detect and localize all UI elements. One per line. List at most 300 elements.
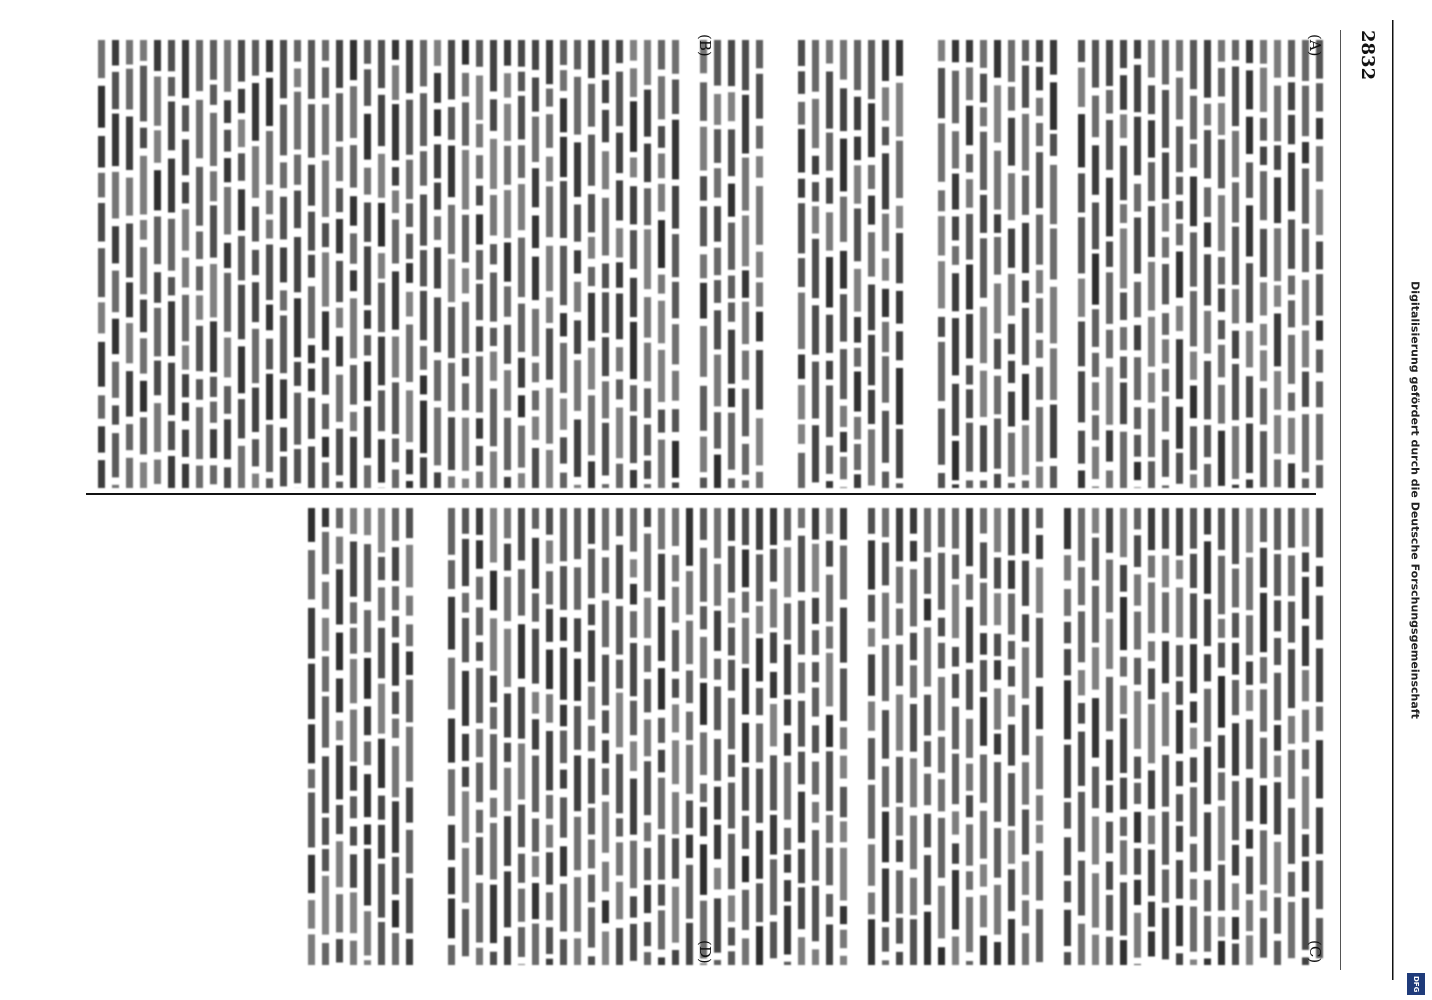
text-word-stroke: [728, 388, 735, 407]
text-word-stroke: [1008, 560, 1015, 589]
text-word-stroke: [1218, 865, 1225, 911]
text-word-stroke: [1260, 738, 1267, 779]
text-word-stroke: [770, 859, 777, 915]
text-word-stroke: [1232, 944, 1239, 965]
text-word-stroke: [490, 352, 497, 381]
text-word-stroke: [1204, 916, 1211, 952]
text-word-stroke: [1022, 374, 1029, 420]
text-word-stroke: [658, 350, 665, 402]
text-word-stroke: [294, 92, 301, 150]
text-word-stroke: [1036, 736, 1043, 789]
text-word-stroke: [798, 536, 805, 592]
text-word-stroke: [630, 278, 637, 317]
text-word-stroke: [1232, 883, 1239, 910]
text-word-stroke: [742, 723, 749, 763]
text-word-stroke: [1148, 508, 1155, 550]
text-word-stroke: [1134, 357, 1141, 400]
text-word-stroke: [700, 637, 707, 678]
text-word-stroke: [112, 319, 119, 354]
text-word-stroke: [1274, 371, 1281, 410]
text-word-stroke: [714, 564, 721, 606]
text-word-stroke: [490, 195, 497, 236]
text-word-stroke: [798, 601, 805, 655]
text-word-stroke: [896, 840, 903, 862]
text-word-stroke: [1120, 840, 1127, 875]
text-word-stroke: [910, 919, 917, 965]
text-word-stroke: [882, 645, 889, 701]
text-word-stroke: [532, 78, 539, 112]
text-word-stroke: [490, 328, 497, 346]
text-word-stroke: [1148, 262, 1155, 311]
text-word-stroke: [280, 248, 287, 283]
text-word-stroke: [504, 243, 511, 282]
text-word-stroke: [840, 821, 847, 842]
text-word-stroke: [546, 508, 553, 535]
text-word-stroke: [392, 271, 399, 329]
text-word-stroke: [1134, 325, 1141, 350]
text-word-stroke: [700, 386, 707, 431]
text-word-stroke: [1120, 817, 1127, 836]
text-word-stroke: [1274, 314, 1281, 367]
text-word-stroke: [1120, 657, 1127, 677]
text-word-stroke: [1120, 508, 1127, 557]
text-word-stroke: [504, 190, 511, 238]
text-word-stroke: [476, 446, 483, 466]
text-word-stroke: [602, 802, 609, 853]
text-word-stroke: [574, 567, 581, 609]
text-word-stroke: [826, 541, 833, 567]
text-word-stroke: [322, 508, 329, 527]
text-word-stroke: [1288, 902, 1295, 958]
text-word-stroke: [1162, 555, 1169, 587]
text-word-stroke: [1204, 254, 1211, 305]
text-word-stroke: [1036, 215, 1043, 265]
text-word-stroke: [532, 692, 539, 714]
text-word-stroke: [658, 607, 665, 661]
text-word-stroke: [350, 40, 357, 80]
text-word-stroke: [1134, 964, 1141, 965]
text-word-stroke: [798, 508, 805, 528]
text-word-stroke: [350, 628, 357, 654]
text-word-stroke: [420, 40, 427, 86]
column-rule: [86, 493, 1316, 495]
text-word-stroke: [1022, 508, 1029, 554]
text-word-stroke: [1092, 935, 1099, 965]
text-word-stroke: [294, 40, 301, 62]
text-word-stroke: [462, 539, 469, 586]
text-word-stroke: [952, 40, 959, 62]
text-word-stroke: [462, 150, 469, 210]
text-word-stroke: [1008, 666, 1015, 686]
text-word-stroke: [126, 40, 133, 65]
text-word-stroke: [1218, 289, 1225, 312]
text-word-stroke: [672, 508, 679, 546]
text-word-stroke: [560, 731, 567, 764]
text-word-stroke: [532, 216, 539, 249]
text-word-stroke: [910, 665, 917, 697]
text-word-stroke: [350, 827, 357, 846]
text-word-stroke: [1134, 574, 1141, 605]
text-word-stroke: [210, 171, 217, 201]
text-word-stroke: [182, 40, 189, 98]
text-word-stroke: [966, 106, 973, 146]
text-word-stroke: [728, 40, 735, 86]
text-word-stroke: [1064, 508, 1071, 549]
text-word-stroke: [630, 779, 637, 835]
text-word-stroke: [686, 712, 693, 741]
text-word-stroke: [1316, 118, 1323, 139]
text-word-stroke: [1274, 86, 1281, 142]
text-word-stroke: [1148, 162, 1155, 201]
text-word-stroke: [210, 264, 217, 317]
text-word-stroke: [714, 687, 721, 731]
text-word-stroke: [630, 186, 637, 224]
text-word-stroke: [308, 104, 315, 158]
text-word-stroke: [252, 250, 259, 275]
text-word-stroke: [1120, 432, 1127, 488]
text-word-stroke: [532, 363, 539, 383]
text-word-stroke: [1274, 40, 1281, 78]
text-word-stroke: [994, 85, 1001, 142]
text-word-stroke: [168, 421, 175, 450]
text-word-stroke: [392, 801, 399, 853]
text-word-stroke: [1092, 145, 1099, 195]
text-word-stroke: [308, 793, 315, 848]
text-word-stroke: [224, 187, 231, 235]
text-word-stroke: [1134, 508, 1141, 529]
text-word-stroke: [280, 105, 287, 156]
text-word-stroke: [1232, 781, 1239, 840]
text-word-stroke: [1148, 931, 1155, 956]
text-word-stroke: [938, 473, 945, 488]
text-word-stroke: [434, 216, 441, 240]
text-word-stroke: [1232, 131, 1239, 177]
text-word-stroke: [182, 105, 189, 131]
text-word-stroke: [448, 867, 455, 894]
text-word-stroke: [1190, 508, 1197, 549]
text-word-stroke: [196, 232, 203, 260]
text-word-stroke: [350, 298, 357, 358]
text-word-stroke: [1232, 508, 1239, 564]
text-word-stroke: [854, 417, 861, 440]
text-word-stroke: [322, 756, 329, 813]
text-word-stroke: [1288, 300, 1295, 327]
text-word-stroke: [1106, 677, 1113, 731]
text-word-stroke: [1316, 189, 1323, 235]
text-word-stroke: [672, 282, 679, 319]
text-word-stroke: [560, 884, 567, 932]
text-word-stroke: [1176, 453, 1183, 484]
text-word-stroke: [112, 485, 119, 488]
text-word-stroke: [644, 885, 651, 913]
text-word-stroke: [1288, 276, 1295, 295]
text-word-stroke: [392, 586, 399, 610]
text-word-stroke: [602, 508, 609, 550]
text-word-stroke: [1316, 566, 1323, 587]
text-word-stroke: [350, 892, 357, 933]
text-word-stroke: [350, 145, 357, 188]
margin-marker-b: [696, 34, 714, 57]
text-word-stroke: [714, 659, 721, 680]
text-word-stroke: [1022, 66, 1029, 108]
text-word-stroke: [1260, 548, 1267, 588]
text-word-stroke: [770, 922, 777, 959]
text-word-stroke: [1162, 812, 1169, 865]
text-word-stroke: [1190, 474, 1197, 488]
text-word-stroke: [574, 40, 581, 69]
text-word-stroke: [392, 104, 399, 160]
text-word-stroke: [1176, 681, 1183, 705]
text-word-stroke: [1316, 807, 1323, 854]
text-word-stroke: [476, 668, 483, 723]
text-word-stroke: [462, 734, 469, 761]
text-word-stroke: [840, 487, 847, 488]
text-word-stroke: [420, 195, 427, 246]
text-word-stroke: [476, 284, 483, 320]
text-word-stroke: [840, 406, 847, 427]
text-word-stroke: [630, 68, 637, 97]
text-word-stroke: [1022, 114, 1029, 171]
text-word-stroke: [1316, 381, 1323, 407]
text-word-stroke: [1078, 703, 1085, 724]
text-word-stroke: [896, 368, 903, 425]
text-word-stroke: [196, 40, 203, 91]
text-word-stroke: [490, 952, 497, 965]
text-word-stroke: [546, 927, 553, 954]
text-word-stroke: [882, 710, 889, 759]
text-word-stroke: [1092, 647, 1099, 689]
text-word-stroke: [798, 102, 805, 125]
text-word-stroke: [616, 133, 623, 173]
text-word-stroke: [630, 841, 637, 889]
text-word-stroke: [756, 186, 763, 245]
text-word-stroke: [448, 259, 455, 302]
text-word-stroke: [1246, 557, 1253, 610]
text-word-stroke: [154, 460, 161, 484]
text-word-stroke: [1078, 670, 1085, 695]
text-word-stroke: [826, 133, 833, 171]
text-word-stroke: [1036, 535, 1043, 559]
text-word-stroke: [1092, 203, 1099, 250]
text-word-stroke: [574, 77, 581, 135]
text-word-stroke: [1120, 204, 1127, 223]
text-word-stroke: [630, 643, 637, 696]
text-word-stroke: [1288, 556, 1295, 596]
text-word-stroke: [322, 849, 329, 871]
text-word-stroke: [308, 286, 315, 338]
text-word-stroke: [336, 93, 343, 141]
text-word-stroke: [364, 706, 371, 735]
text-word-stroke: [420, 151, 427, 186]
text-word-stroke: [378, 825, 385, 859]
text-word-stroke: [1162, 485, 1169, 488]
text-word-stroke: [924, 557, 931, 594]
text-word-stroke: [1274, 554, 1281, 596]
text-word-stroke: [490, 389, 497, 447]
text-word-stroke: [322, 532, 329, 574]
text-word-stroke: [672, 679, 679, 698]
text-word-stroke: [462, 671, 469, 726]
page-right-border: [1392, 20, 1394, 980]
text-word-stroke: [1106, 740, 1113, 781]
text-word-stroke: [238, 285, 245, 340]
text-word-stroke: [1316, 508, 1323, 558]
text-word-stroke: [462, 73, 469, 97]
text-word-stroke: [336, 679, 343, 713]
text-word-stroke: [826, 815, 833, 843]
text-word-stroke: [644, 188, 651, 225]
text-word-stroke: [882, 322, 889, 352]
text-word-stroke: [588, 604, 595, 625]
text-word-stroke: [1274, 782, 1281, 834]
text-word-stroke: [210, 40, 217, 80]
text-word-stroke: [1176, 407, 1183, 449]
text-word-stroke: [1134, 184, 1141, 212]
text-word-stroke: [896, 483, 903, 488]
text-word-stroke: [1120, 146, 1127, 201]
text-word-stroke: [616, 928, 623, 965]
text-word-stroke: [406, 788, 413, 823]
text-word-stroke: [826, 925, 833, 966]
text-word-stroke: [364, 362, 371, 401]
text-word-stroke: [518, 687, 525, 739]
text-word-stroke: [1106, 937, 1113, 965]
text-word-stroke: [966, 764, 973, 791]
text-word-stroke: [490, 885, 497, 943]
text-word-stroke: [1148, 641, 1155, 661]
text-word-stroke: [714, 898, 721, 952]
text-word-stroke: [322, 67, 329, 98]
text-word-stroke: [854, 372, 861, 412]
text-word-stroke: [490, 273, 497, 322]
text-word-stroke: [1232, 227, 1239, 285]
text-word-stroke: [546, 450, 553, 488]
text-word-stroke: [560, 98, 567, 132]
text-word-stroke: [336, 939, 343, 962]
text-word-stroke: [602, 337, 609, 376]
text-word-stroke: [532, 756, 539, 812]
text-word-stroke: [644, 229, 651, 289]
text-word-stroke: [966, 824, 973, 865]
text-word-stroke: [826, 653, 833, 707]
text-word-stroke: [378, 439, 385, 482]
text-word-stroke: [798, 701, 805, 747]
text-word-stroke: [658, 884, 665, 905]
text-word-stroke: [1120, 383, 1127, 425]
text-word-stroke: [1218, 643, 1225, 668]
text-word-stroke: [1232, 643, 1239, 675]
text-word-stroke: [742, 890, 749, 930]
text-word-stroke: [812, 886, 819, 942]
text-word-stroke: [1274, 600, 1281, 631]
text-word-stroke: [182, 430, 189, 457]
text-word-stroke: [910, 508, 917, 534]
text-word-stroke: [1246, 70, 1253, 109]
text-word-stroke: [686, 508, 693, 566]
text-word-stroke: [728, 546, 735, 592]
text-word-stroke: [1022, 647, 1029, 698]
text-word-stroke: [378, 154, 385, 198]
text-word-stroke: [378, 864, 385, 918]
text-word-stroke: [1302, 776, 1309, 829]
text-word-stroke: [840, 956, 847, 965]
text-word-stroke: [336, 721, 343, 741]
text-word-stroke: [490, 40, 497, 91]
text-word-stroke: [308, 345, 315, 363]
text-word-stroke: [1246, 778, 1253, 821]
text-word-stroke: [602, 862, 609, 892]
text-word-stroke: [1106, 785, 1113, 813]
text-word-stroke: [1204, 541, 1211, 594]
text-word-stroke: [1134, 218, 1141, 274]
text-word-stroke: [1274, 415, 1281, 454]
text-word-stroke: [476, 40, 483, 67]
text-word-stroke: [840, 930, 847, 949]
text-word-stroke: [672, 792, 679, 834]
text-word-stroke: [336, 219, 343, 253]
text-word-stroke: [406, 100, 413, 155]
text-word-stroke: [630, 385, 637, 411]
text-word-stroke: [210, 429, 217, 458]
text-word-stroke: [476, 948, 483, 965]
text-word-stroke: [896, 609, 903, 636]
text-word-stroke: [560, 508, 567, 561]
text-word-stroke: [588, 84, 595, 127]
text-word-stroke: [588, 840, 595, 869]
text-word-stroke: [854, 209, 861, 262]
text-word-stroke: [546, 328, 553, 379]
text-word-stroke: [756, 606, 763, 634]
text-word-stroke: [1120, 229, 1127, 289]
text-word-stroke: [406, 545, 413, 588]
text-word-stroke: [980, 697, 987, 746]
text-word-stroke: [280, 457, 287, 487]
text-word-stroke: [952, 131, 959, 168]
text-word-stroke: [658, 301, 665, 344]
text-word-stroke: [546, 892, 553, 920]
text-word-stroke: [518, 395, 525, 417]
text-word-stroke: [448, 719, 455, 763]
text-word-stroke: [392, 382, 399, 434]
text-word-stroke: [1176, 201, 1183, 219]
text-word-stroke: [434, 183, 441, 210]
text-word-stroke: [1246, 117, 1253, 154]
text-word-stroke: [336, 841, 343, 887]
text-word-stroke: [812, 425, 819, 482]
text-word-stroke: [644, 484, 651, 488]
text-word-stroke: [1288, 393, 1295, 411]
text-word-stroke: [826, 626, 833, 648]
text-word-stroke: [378, 587, 385, 620]
text-word-stroke: [140, 300, 147, 333]
text-word-stroke: [896, 870, 903, 913]
text-word-stroke: [924, 627, 931, 686]
svg-text:(C): (C): [1306, 940, 1324, 964]
text-word-stroke: [1120, 293, 1127, 321]
text-word-stroke: [434, 40, 441, 66]
text-word-stroke: [364, 960, 371, 965]
text-word-stroke: [868, 390, 875, 424]
text-word-stroke: [112, 172, 119, 219]
text-word-stroke: [518, 72, 525, 91]
text-word-stroke: [896, 233, 903, 283]
text-word-stroke: [182, 295, 189, 342]
text-word-stroke: [546, 795, 553, 819]
text-word-stroke: [1050, 348, 1057, 400]
text-word-stroke: [798, 293, 805, 350]
text-word-stroke: [966, 423, 973, 472]
text-word-stroke: [1106, 367, 1113, 425]
